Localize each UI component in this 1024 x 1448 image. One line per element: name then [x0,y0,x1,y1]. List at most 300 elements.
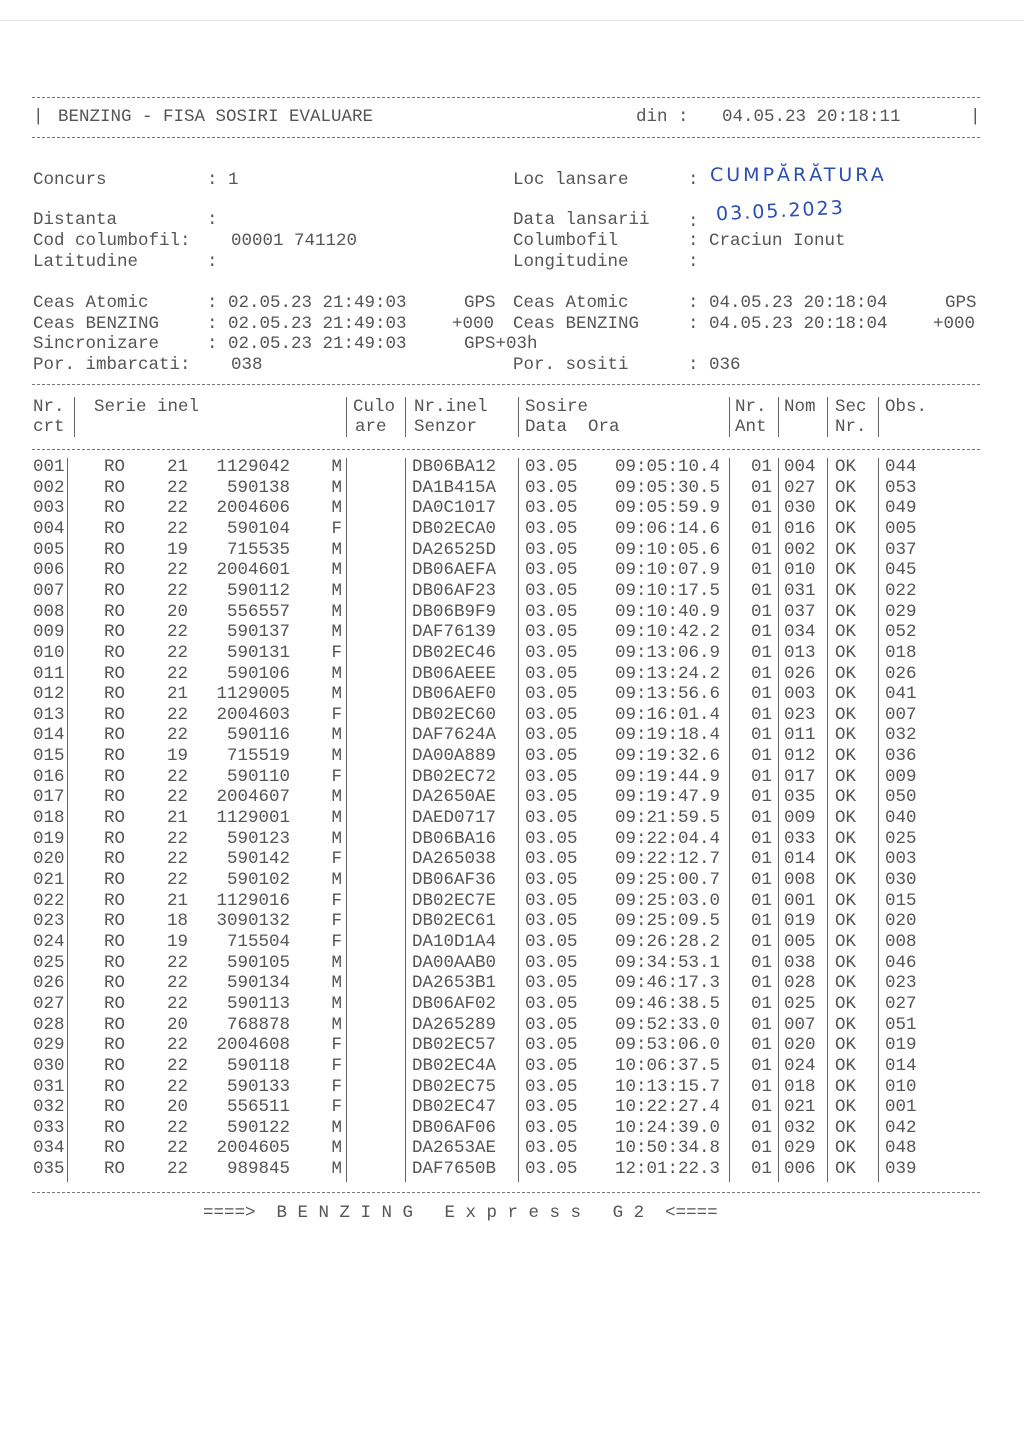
cell-sex: M [331,622,342,643]
cell-ant: 01 [750,746,772,767]
cell-sec: OK [835,725,857,746]
table-row [0,1035,1024,1056]
cell-ring-number: 590133 [226,1076,290,1097]
cell-ring-number: 556557 [226,601,290,622]
din-timestamp: 04.05.23 20:18:11 [722,107,901,127]
cell-nr: 010 [33,642,65,663]
cell-sec: OK [835,560,857,581]
cell-sec: OK [835,684,857,705]
cell-data: 03.05 [525,746,578,767]
table-row [0,787,1024,808]
cell-ring-number: 590102 [226,870,290,890]
cell-ring-number: 2004608 [216,1035,290,1056]
cell-ant: 01 [750,890,772,911]
cell-ora: 09:22:04.4 [614,828,720,849]
cell-ant: 01 [750,808,772,829]
report-title: BENZING - FISA SOSIRI EVALUARE [58,107,374,127]
cell-ring-number: 715504 [226,931,290,952]
cell-data: 03.05 [525,622,578,643]
cell-country: RO [104,725,126,746]
cell-year: 22 [166,1138,188,1159]
cell-country: RO [104,477,126,498]
cell-ring-number: 590113 [226,993,290,1014]
cell-data: 03.05 [525,1055,578,1076]
table-row [0,478,1024,499]
col-sosire-header: Sosire [525,397,589,417]
cell-nr: 006 [33,560,65,581]
col-nr-header: Nr. [33,397,65,417]
cell-ant: 01 [750,457,772,477]
cell-sec: OK [835,518,857,539]
cell-ant: 01 [750,1138,772,1159]
cell-senzor: DB02ECA0 [412,518,497,539]
cell-nr: 008 [33,601,65,622]
cell-year: 22 [166,498,188,519]
cell-sec: OK [835,746,857,767]
cell-ant: 01 [750,498,772,519]
cell-year: 22 [166,952,188,973]
cell-data: 03.05 [525,890,578,911]
cell-senzor: DB06BA16 [412,828,497,849]
cell-year: 22 [166,1055,188,1076]
table-row [0,1015,1024,1036]
cell-ora: 09:06:14.6 [614,518,720,539]
cell-nom: 016 [784,518,816,539]
cell-nr: 007 [33,580,65,601]
cell-sec: OK [835,1076,857,1097]
cell-nr: 009 [33,622,65,643]
header-separator [405,397,406,437]
cell-data: 03.05 [525,766,578,787]
cell-year: 22 [166,663,188,684]
cell-ant: 01 [750,849,772,870]
cell-ora: 09:52:33.0 [614,1014,720,1035]
cell-ora: 09:05:10.4 [614,457,720,477]
cell-nom: 032 [784,1117,816,1138]
cell-nr: 015 [33,746,65,767]
cell-obs: 041 [885,684,917,705]
cell-senzor: DA10D1A4 [412,931,497,952]
table-row [0,932,1024,953]
cell-year: 22 [166,1035,188,1056]
cell-nom: 003 [784,684,816,705]
cell-ant: 01 [750,828,772,849]
cell-obs: 023 [885,973,917,994]
cell-ring-number: 768878 [226,1014,290,1035]
cell-year: 20 [166,1014,188,1035]
cell-ring-number: 590134 [226,973,290,994]
cell-sex: M [331,725,342,746]
table-row [0,849,1024,870]
cell-country: RO [104,622,126,643]
cell-senzor: DA2650AE [412,787,497,808]
cell-country: RO [104,1097,126,1118]
cell-nr: 020 [33,849,65,870]
cell-senzor: DB02EC57 [412,1035,497,1056]
cell-nom: 014 [784,849,816,870]
cell-ora: 09:10:07.9 [614,560,720,581]
cell-obs: 045 [885,560,917,581]
cell-sec: OK [835,808,857,829]
table-row [0,870,1024,891]
cell-nr: 025 [33,952,65,973]
col-serie-header: Serie inel [94,397,200,417]
cell-senzor: DB06AF02 [412,993,497,1014]
cell-nr: 002 [33,477,65,498]
cell-data: 03.05 [525,870,578,890]
cell-sec: OK [835,1117,857,1138]
cell-data: 03.05 [525,642,578,663]
cell-sec: OK [835,457,857,477]
concurs-label: Concurs [33,170,107,190]
cell-ant: 01 [750,1076,772,1097]
cell-nom: 007 [784,1014,816,1035]
cell-ant: 01 [750,766,772,787]
cell-sec: OK [835,766,857,787]
cell-country: RO [104,787,126,808]
cell-nom: 030 [784,498,816,519]
distanta-value: : [207,210,218,230]
ceas-atomic-start-label: Ceas Atomic [33,293,149,313]
cell-ant: 01 [750,725,772,746]
cell-year: 19 [166,539,188,560]
cell-nr: 034 [33,1138,65,1159]
cell-nom: 025 [784,993,816,1014]
cell-country: RO [104,642,126,663]
table-row [0,891,1024,912]
cell-obs: 022 [885,580,917,601]
cod-columbofil-value: 00001 741120 [231,231,358,251]
cell-obs: 005 [885,518,917,539]
table-row [0,1159,1024,1180]
cell-nom: 037 [784,601,816,622]
cell-data: 03.05 [525,828,578,849]
cell-senzor: DB06AF36 [412,870,497,890]
cell-obs: 032 [885,725,917,746]
cell-sec: OK [835,1159,857,1180]
cell-data: 03.05 [525,518,578,539]
ceas-atomic-end-label: Ceas Atomic [513,293,629,313]
cell-country: RO [104,1055,126,1076]
data-lansarii-label: Data lansarii [513,210,650,230]
cell-ant: 01 [750,1035,772,1056]
cell-country: RO [104,704,126,725]
cell-ring-number: 590116 [226,725,290,746]
cell-nr: 024 [33,931,65,952]
cell-data: 03.05 [525,1159,578,1180]
cell-nr: 001 [33,457,65,477]
cell-nom: 033 [784,828,816,849]
cell-data: 03.05 [525,1138,578,1159]
cell-senzor: DB02EC7E [412,890,497,911]
cell-senzor: DB02EC75 [412,1076,497,1097]
cell-obs: 018 [885,642,917,663]
table-row [0,1077,1024,1098]
data-lansarii-colon: : [688,212,699,232]
cell-sex: M [331,1014,342,1035]
cell-sex: M [331,477,342,498]
cell-year: 22 [166,828,188,849]
cell-ring-number: 556511 [226,1097,290,1118]
cell-data: 03.05 [525,580,578,601]
col-data-ora-header: Data Ora [525,417,620,437]
cell-sex: M [331,457,342,477]
cell-ring-number: 2004606 [216,498,290,519]
cell-senzor: DB06B9F9 [412,601,497,622]
cell-country: RO [104,973,126,994]
cell-nom: 020 [784,1035,816,1056]
cell-obs: 020 [885,911,917,932]
cell-obs: 040 [885,808,917,829]
cell-ora: 09:46:38.5 [614,993,720,1014]
cell-year: 18 [166,911,188,932]
cell-ora: 09:53:06.0 [614,1035,720,1056]
col-senzor-header: Senzor [414,417,478,437]
cell-country: RO [104,601,126,622]
cell-ring-number: 590137 [226,622,290,643]
columbofil-label: Columbofil [513,231,619,251]
cell-ant: 01 [750,870,772,890]
cell-country: RO [104,684,126,705]
cell-country: RO [104,849,126,870]
table-row [0,767,1024,788]
cell-ant: 01 [750,663,772,684]
latitudine-value: : [207,252,218,272]
cell-nr: 005 [33,539,65,560]
columbofil-value: : Craciun Ionut [688,231,846,251]
cell-sex: F [331,1097,342,1118]
cell-data: 03.05 [525,1076,578,1097]
ceas-benzing-start-suffix: +000 [452,314,495,334]
cell-data: 03.05 [525,725,578,746]
cell-data: 03.05 [525,808,578,829]
table-row [0,994,1024,1015]
cell-senzor: DA00A889 [412,746,497,767]
cell-data: 03.05 [525,993,578,1014]
ceas-atomic-start-suffix: GPS [464,293,496,313]
cell-ant: 01 [750,539,772,560]
table-row [0,705,1024,726]
cell-senzor: DA00AAB0 [412,952,497,973]
cell-data: 03.05 [525,931,578,952]
table-row [0,953,1024,974]
cell-sex: F [331,642,342,663]
header-separator [729,397,730,437]
table-row [0,560,1024,581]
cell-year: 19 [166,746,188,767]
cell-ring-number: 2004603 [216,704,290,725]
cell-senzor: DAED0717 [412,808,497,829]
cell-sec: OK [835,911,857,932]
cell-nr: 026 [33,973,65,994]
cell-obs: 053 [885,477,917,498]
cell-ant: 01 [750,622,772,643]
cell-data: 03.05 [525,457,578,477]
cell-obs: 029 [885,601,917,622]
cell-nr: 033 [33,1117,65,1138]
cell-data: 03.05 [525,539,578,560]
cell-sec: OK [835,498,857,519]
page-top-edge [0,20,1024,21]
cell-sex: F [331,849,342,870]
cell-nom: 008 [784,870,816,890]
cell-sec: OK [835,787,857,808]
cell-sex: M [331,787,342,808]
cell-nom: 024 [784,1055,816,1076]
cell-nr: 019 [33,828,65,849]
cell-sex: M [331,539,342,560]
cell-year: 22 [166,870,188,890]
cell-ora: 09:10:42.2 [614,622,720,643]
cell-ora: 09:25:03.0 [614,890,720,911]
cell-ant: 01 [750,993,772,1014]
cell-sec: OK [835,477,857,498]
table-row [0,911,1024,932]
cell-obs: 003 [885,849,917,870]
cell-sex: M [331,870,342,890]
cell-ring-number: 590142 [226,849,290,870]
cell-sec: OK [835,1035,857,1056]
cell-ring-number: 590131 [226,642,290,663]
cell-nom: 034 [784,622,816,643]
cell-senzor: DA2653AE [412,1138,497,1159]
cell-ora: 09:13:56.6 [614,684,720,705]
cell-obs: 027 [885,993,917,1014]
cell-country: RO [104,560,126,581]
cell-ora: 09:25:09.5 [614,911,720,932]
cell-nom: 019 [784,911,816,932]
cell-sec: OK [835,973,857,994]
cell-country: RO [104,870,126,890]
cell-year: 22 [166,1159,188,1180]
cell-obs: 019 [885,1035,917,1056]
cell-nom: 005 [784,931,816,952]
distanta-label: Distanta [33,210,118,230]
latitudine-label: Latitudine [33,252,139,272]
cell-country: RO [104,1117,126,1138]
cell-nr: 018 [33,808,65,829]
cell-sex: M [331,601,342,622]
cell-sec: OK [835,1138,857,1159]
cell-senzor: DA26525D [412,539,497,560]
cell-ora: 09:13:24.2 [614,663,720,684]
cell-data: 03.05 [525,1117,578,1138]
table-row [0,1056,1024,1077]
cell-ora: 10:13:15.7 [614,1076,720,1097]
cell-ant: 01 [750,1014,772,1035]
cell-sec: OK [835,704,857,725]
cell-sex: F [331,1055,342,1076]
cell-senzor: DB06AF23 [412,580,497,601]
cell-country: RO [104,663,126,684]
cell-country: RO [104,1035,126,1056]
ceas-atomic-end-value: : 04.05.23 20:18:04 [688,293,888,313]
table-row [0,519,1024,540]
cell-nr: 027 [33,993,65,1014]
cell-country: RO [104,931,126,952]
cell-data: 03.05 [525,498,578,519]
cell-country: RO [104,498,126,519]
cell-sex: F [331,766,342,787]
cell-nr: 021 [33,870,65,890]
cell-nr: 023 [33,911,65,932]
cell-senzor: DAF7650B [412,1159,497,1180]
cell-nom: 012 [784,746,816,767]
concurs-value: : 1 [207,170,239,190]
cell-ant: 01 [750,911,772,932]
col-secnr-header: Nr. [835,417,867,437]
table-row [0,581,1024,602]
cell-sex: F [331,1035,342,1056]
cell-year: 22 [166,849,188,870]
cell-nr: 017 [33,787,65,808]
col-ant-header: Ant [735,417,767,437]
cell-senzor: DB02EC60 [412,704,497,725]
cell-obs: 026 [885,663,917,684]
cell-ring-number: 3090132 [216,911,290,932]
cell-year: 22 [166,1076,188,1097]
cell-sec: OK [835,663,857,684]
cell-year: 21 [166,808,188,829]
cell-sex: M [331,1138,342,1159]
cell-sex: M [331,973,342,994]
header-separator [346,397,347,437]
col-are-header: are [355,417,387,437]
cell-sex: M [331,560,342,581]
cell-data: 03.05 [525,560,578,581]
cell-year: 20 [166,1097,188,1118]
cell-data: 03.05 [525,1097,578,1118]
cell-data: 03.05 [525,1035,578,1056]
cell-sex: F [331,518,342,539]
cell-nr: 031 [33,1076,65,1097]
cell-ora: 10:24:39.0 [614,1117,720,1138]
cell-senzor: DB02EC47 [412,1097,497,1118]
cell-data: 03.05 [525,477,578,498]
table-top-rule [32,384,980,385]
cell-year: 21 [166,457,188,477]
cell-ora: 09:21:59.5 [614,808,720,829]
cell-sec: OK [835,849,857,870]
cell-ora: 09:26:28.2 [614,931,720,952]
cell-nr: 012 [33,684,65,705]
cell-country: RO [104,993,126,1014]
cell-year: 22 [166,704,188,725]
cell-ora: 09:46:17.3 [614,973,720,994]
cell-nr: 029 [33,1035,65,1056]
cell-nr: 016 [33,766,65,787]
cell-obs: 014 [885,1055,917,1076]
cell-sex: M [331,684,342,705]
cell-year: 21 [166,890,188,911]
cell-ant: 01 [750,1055,772,1076]
header-left-bar: | [33,107,44,127]
table-row [0,829,1024,850]
cell-nom: 002 [784,539,816,560]
cell-ora: 09:05:30.5 [614,477,720,498]
table-row [0,540,1024,561]
cell-obs: 008 [885,931,917,952]
ceas-benzing-start-label: Ceas BENZING [33,314,160,334]
cell-data: 03.05 [525,952,578,973]
cell-ora: 12:01:22.3 [614,1159,720,1180]
col-nrant-header: Nr. [735,397,767,417]
cell-ora: 09:10:17.5 [614,580,720,601]
cell-senzor: DB02EC61 [412,911,497,932]
footer-benzing-express: ====> B E N Z I N G E x p r e s s G 2 <==== [203,1203,718,1223]
table-row [0,725,1024,746]
cell-sec: OK [835,1097,857,1118]
